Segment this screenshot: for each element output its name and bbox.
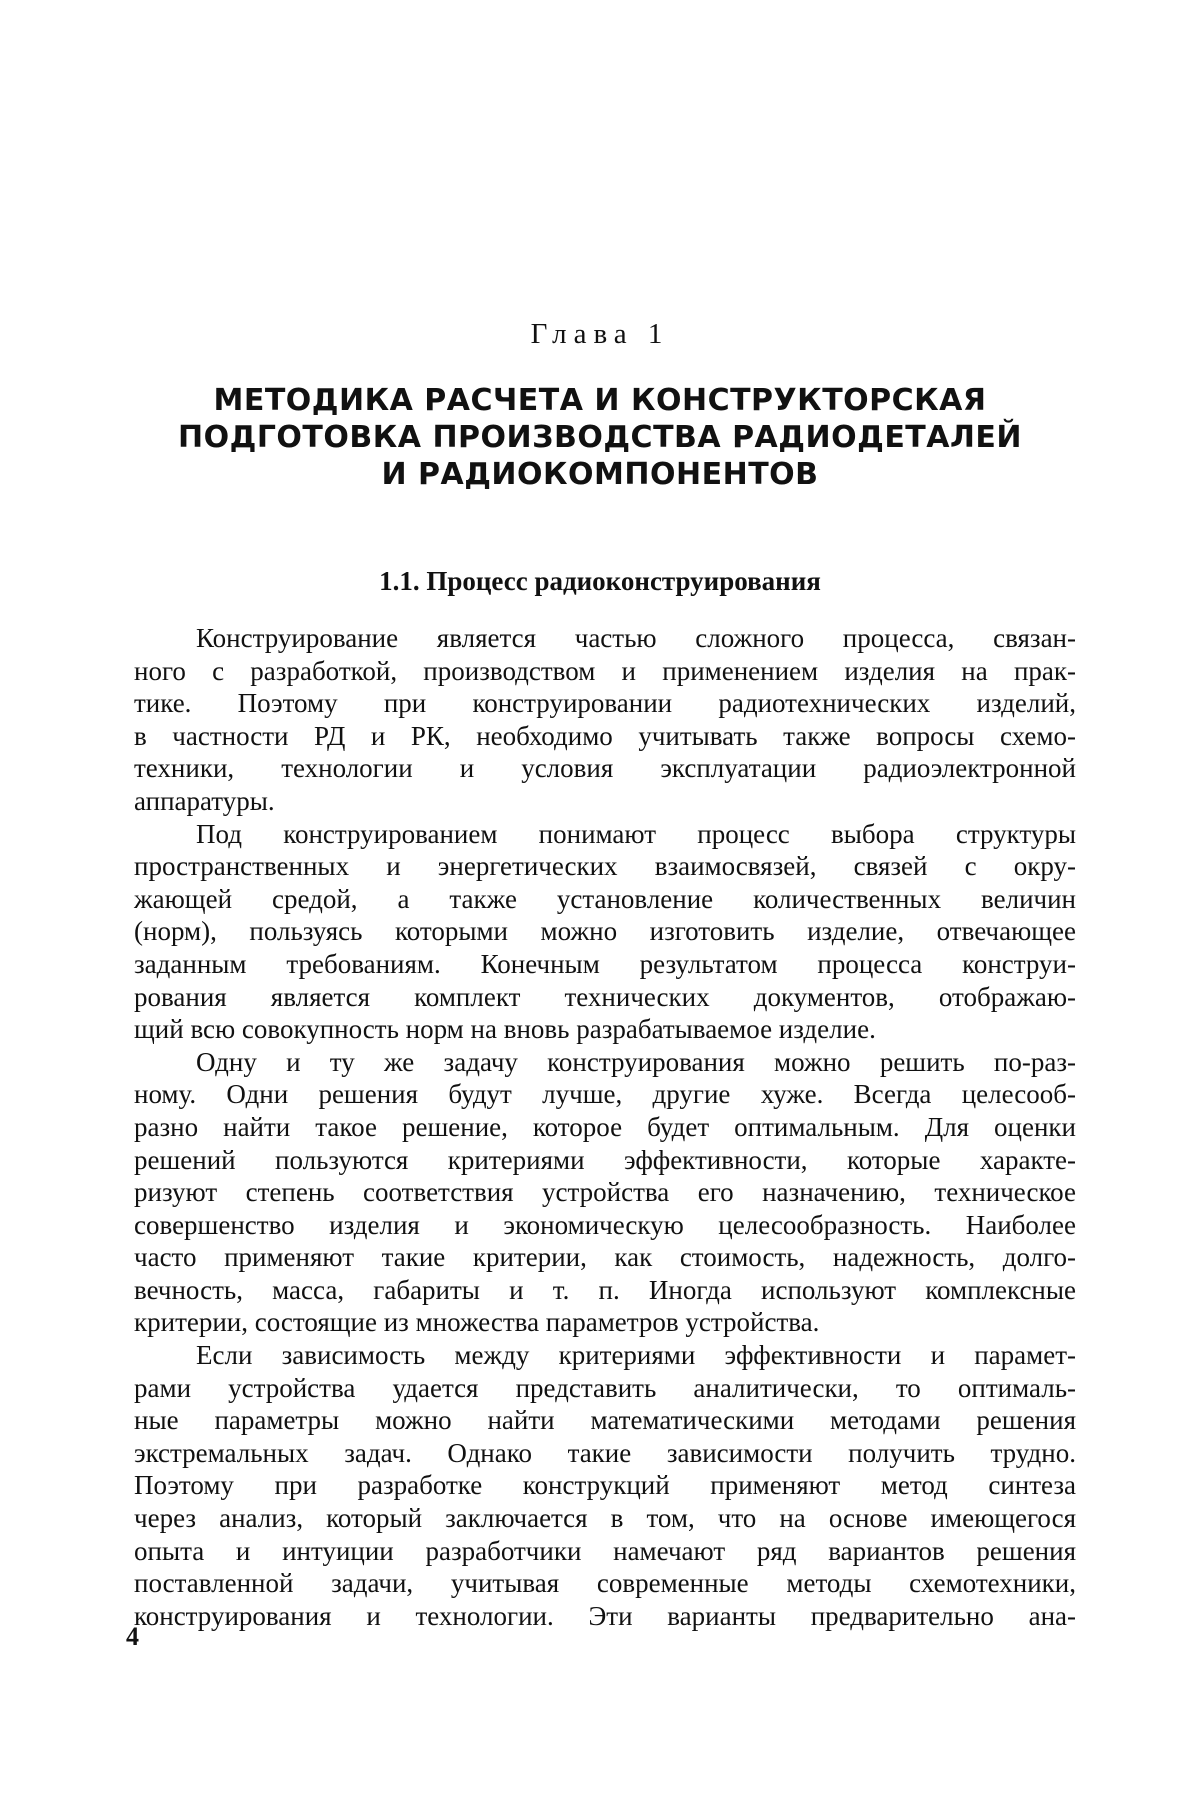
- page-number: 4: [126, 1622, 139, 1651]
- text-line: критерии, состоящие из множества параметров устройства.: [134, 1307, 820, 1338]
- text-line: разно найти такое решение, которое будет оптимальным. Для оценки: [134, 1111, 1076, 1142]
- chapter-label: Глава 1: [530, 318, 670, 350]
- paragraph: [134, 818, 1076, 1046]
- text-line: вечность, масса, габариты и т. п. Иногда используют комплексные: [134, 1274, 1076, 1305]
- text-line: (норм), пользуясь которыми можно изготовить изделие, отвечающее: [134, 916, 1076, 947]
- paragraph: [134, 1339, 1076, 1632]
- text-line: рами устройства удается представить аналитически, то оптималь-: [134, 1372, 1076, 1403]
- text-line: аппаратуры.: [134, 785, 275, 816]
- paragraph: [134, 1046, 1076, 1339]
- text-line: конструирования и технологии. Эти варианты предварительно ана-: [134, 1600, 1076, 1631]
- body-text: [134, 622, 1076, 1632]
- text-line: поставленной задачи, учитывая современные методы схемотехники,: [134, 1568, 1076, 1599]
- text-line: жающей средой, а также установление количественных величин: [134, 883, 1076, 914]
- text-line: опыта и интуиции разработчики намечают ряд вариантов решения: [134, 1535, 1076, 1566]
- text-line: экстремальных задач. Однако такие зависимости получить трудно.: [134, 1437, 1076, 1468]
- text-line: рования является комплект технических документов, отображаю-: [134, 981, 1076, 1012]
- text-line: пространственных и энергетических взаимосвязей, связей с окру-: [134, 851, 1076, 882]
- text-line: Конструирование является частью сложного процесса, связан-: [196, 623, 1076, 653]
- chapter-title: [140, 382, 1060, 493]
- text-line: решений пользуются критериями эффективности, которые характе-: [134, 1144, 1076, 1175]
- text-line: ризуют степень соответствия устройства его назначению, техническое: [134, 1177, 1076, 1208]
- text-line: техники, технологии и условия эксплуатации радиоэлектронной: [134, 753, 1076, 784]
- text-line: заданным требованиям. Конечным результатом процесса конструи-: [134, 948, 1076, 979]
- text-line: часто применяют такие критерии, как стоимость, надежность, долго-: [134, 1242, 1076, 1273]
- text-line: через анализ, который заключается в том, что на основе имеющегося: [134, 1503, 1076, 1534]
- text-line: Если зависимость между критериями эффективности и парамет-: [196, 1340, 1076, 1371]
- text-line: щий всю совокупность норм на вновь разрабатываемое изделие.: [134, 1014, 876, 1045]
- text-line: совершенство изделия и экономическую целесообразность. Наиболее: [134, 1209, 1076, 1240]
- text-line: тике. Поэтому при конструировании радиотехнических изделий,: [134, 688, 1076, 719]
- section-heading: 1.1. Процесс радиоконструирования: [379, 566, 821, 596]
- text-line: ного с разработкой, производством и применением изделия на прак-: [134, 655, 1076, 686]
- text-line: ные параметры можно найти математическими методами решения: [134, 1405, 1076, 1436]
- text-line: Под конструированием понимают процесс выбора структуры: [196, 818, 1076, 849]
- text-line: Поэтому при разработке конструкций применяют метод синтеза: [134, 1470, 1076, 1501]
- chapter-title-line: ПОДГОТОВКА ПРОИЗВОДСТВА РАДИОДЕТАЛЕЙ: [177, 420, 1023, 455]
- text-line: в частности РД и РК, необходимо учитывать также вопросы схемо-: [134, 720, 1076, 751]
- text-line: Одну и ту же задачу конструирования можно решить по-раз-: [196, 1046, 1076, 1077]
- chapter-title-line: МЕТОДИКА РАСЧЕТА И КОНСТРУКТОРСКАЯ: [213, 383, 987, 418]
- text-line: ному. Одни решения будут лучше, другие хуже. Всегда целесооб-: [134, 1079, 1076, 1110]
- chapter-title-line: И РАДИОКОМПОНЕНТОВ: [381, 457, 819, 492]
- paragraph: [134, 622, 1076, 818]
